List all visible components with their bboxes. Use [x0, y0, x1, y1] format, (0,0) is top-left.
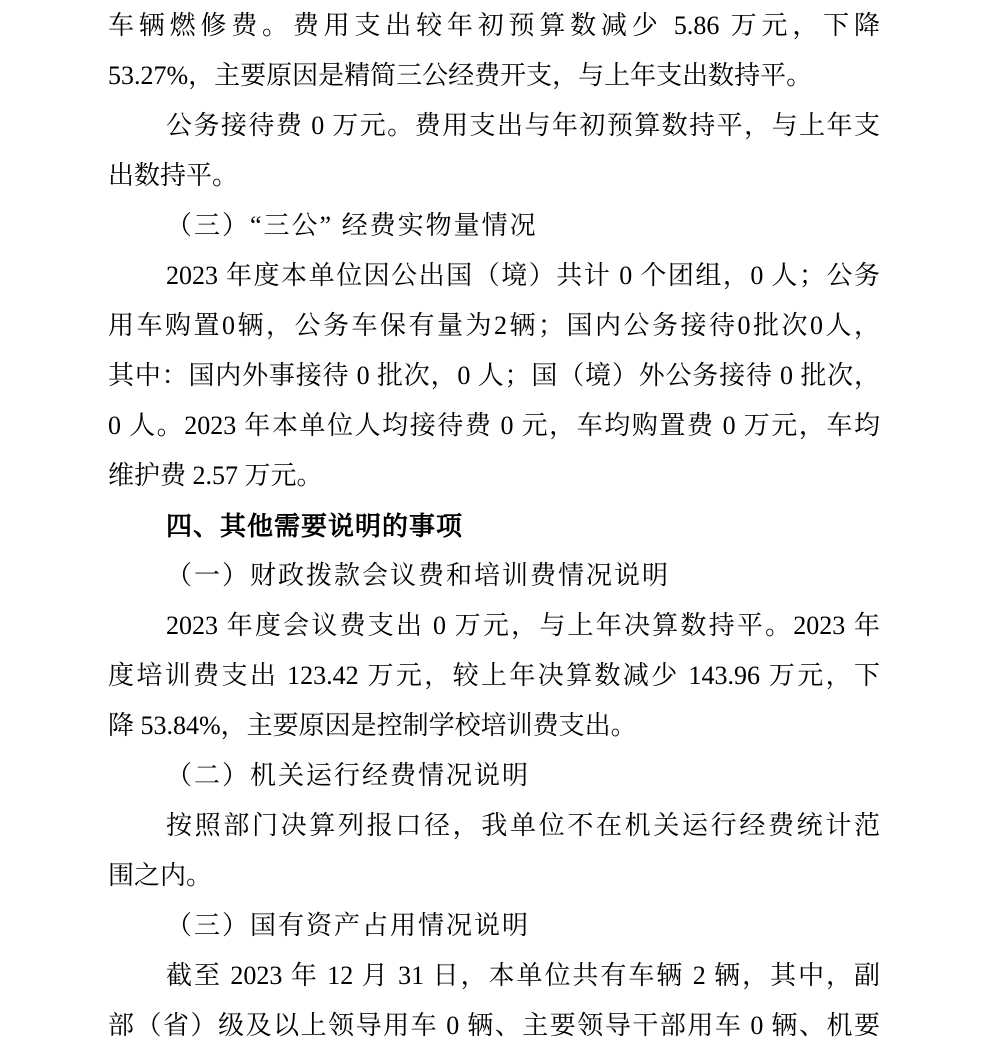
body-text-line: 围之内。 [108, 861, 213, 890]
subsection-heading-operation-funds: （二）机关运行经费情况说明 [166, 761, 531, 790]
subsection-heading-meeting-training-fees: （一）财政拨款会议费和培训费情况说明 [166, 561, 671, 590]
body-text-line: 2023 年度本单位因公出国（境）共计 0 个团组，0 人；公务 [166, 261, 880, 290]
body-text-line: 按照部门决算列报口径，我单位不在机关运行经费统计范 [166, 811, 880, 840]
body-text-line: 用车购置0辆，公务车保有量为2辆；国内公务接待0批次0人， [108, 311, 880, 340]
section-heading-other-matters: 四、其他需要说明的事项 [166, 511, 464, 541]
body-text-line: 其中：国内外事接待 0 批次，0 人；国（境）外公务接待 0 批次， [108, 361, 880, 390]
body-text-line: 53.27%，主要原因是精简三公经费开支，与上年支出数持平。 [108, 61, 813, 90]
body-text-line: 0 人。2023 年本单位人均接待费 0 元，车均购置费 0 万元，车均 [108, 411, 880, 440]
body-text-line: 截至 2023 年 12 月 31 日，本单位共有车辆 2 辆，其中，副 [166, 961, 880, 990]
subsection-heading-three-public-expenses: （三）“三公” 经费实物量情况 [166, 211, 538, 240]
body-text-line: 车辆燃修费。费用支出较年初预算数减少 5.86 万元，下降 [108, 11, 880, 40]
body-text-line: 维护费 2.57 万元。 [108, 461, 323, 490]
body-text-line: 2023 年度会议费支出 0 万元，与上年决算数持平。2023 年 [166, 611, 880, 640]
body-text-line: 部（省）级及以上领导用车 0 辆、主要领导干部用车 0 辆、机要 [108, 1011, 880, 1040]
subsection-heading-state-assets: （三）国有资产占用情况说明 [166, 911, 531, 940]
body-text-line: 降 53.84%，主要原因是控制学校培训费支出。 [108, 711, 637, 740]
body-text-line: 公务接待费 0 万元。费用支出与年初预算数持平，与上年支 [166, 111, 880, 140]
body-text-line: 出数持平。 [108, 161, 239, 190]
body-text-line: 度培训费支出 123.42 万元，较上年决算数减少 143.96 万元，下 [108, 661, 880, 690]
